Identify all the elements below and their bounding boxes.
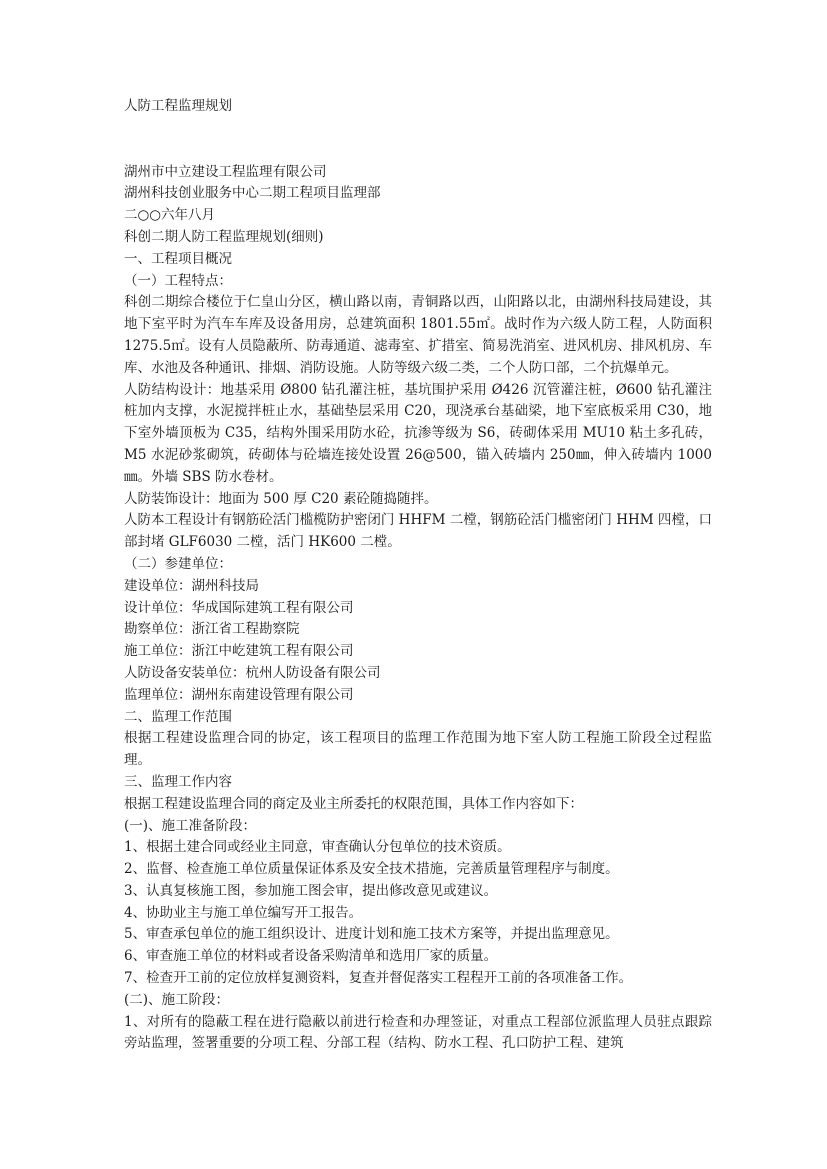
paragraph: 根据工程建设监理合同的协定，该工程项目的监理工作范围为地下室人防工程施工阶段全过程监理。 <box>124 730 712 769</box>
unit-line: 人防设备安装单位：杭州人防设备有限公司 <box>124 664 381 681</box>
unit-line: 施工单位：浙江中屹建筑工程有限公司 <box>124 643 354 660</box>
subsection-heading: （二）参建单位： <box>124 555 232 572</box>
document-page <box>124 96 712 1055</box>
section-heading: 一、工程项目概况 <box>124 250 232 267</box>
paragraph: 人防装饰设计：地面为 500 厚 C20 素砼随捣随拌。 <box>124 490 438 507</box>
list-item: 4、协助业主与施工单位编写开工报告。 <box>124 904 363 921</box>
paragraph: 1、对所有的隐蔽工程在进行隐蔽以前进行检查和办理签证，对重点工程部位派监理人员驻点跟踪旁站监理，签署重要的分项工程、分部工程（结构、防水工程、孔口防护工程、建筑 <box>124 1013 712 1052</box>
document-date: 二○○六年八月 <box>124 207 216 224</box>
company-name: 湖州市中立建设工程监理有限公司 <box>124 163 327 180</box>
unit-line: 设计单位：华成国际建筑工程有限公司 <box>124 599 354 616</box>
subsection-heading: （一）工程特点： <box>124 272 232 289</box>
paragraph: 人防本工程设计有钢筋砼活门槛榄防护密闭门 HHFM 二樘，钢筋砼活门槛密闭门 HHM 四樘，口部封堵 GLF6030 二樘，活门 HK600 二樘。 <box>124 512 712 551</box>
document-title: 人防工程监理规划 <box>124 98 232 114</box>
list-item: 1、根据土建合同或经业主同意，审查确认分包单位的技术资质。 <box>124 839 511 856</box>
spacer <box>124 140 712 162</box>
section-heading: 二、监理工作范围 <box>124 708 232 725</box>
paragraph: 根据工程建设监理合同的商定及业主所委托的权限范围，具体工作内容如下： <box>124 795 583 812</box>
paragraph: 科创二期综合楼位于仁皇山分区，横山路以南，青铜路以西，山阳路以北，由湖州科技局建设，其地下室平时为汽车车库及设备用房，总建筑面积 1801.55㎡。战时作为六级人防工程，人防面积 1275.5㎡。设有人员隐蔽所、防毒通道、滤毒室、扩措室、简易洗消室、进风机房、排风机房、车库、水池及各种通讯、排烟、消防设施。人防等级六级二类，二个人防口部，二个抗爆单元。 <box>124 294 712 376</box>
list-item: 3、认真复核施工图，参加施工图会审，提出修改意见或建议。 <box>124 882 498 899</box>
section-heading: 三、监理工作内容 <box>124 773 232 790</box>
paragraph: 人防结构设计：地基采用 Ø800 钻孔灌注桩，基坑围护采用 Ø426 沉管灌注桩，Ø600 钻孔灌注桩加内支撑，水泥搅拌桩止水，基础垫层采用 C20，现浇承台基础梁，地下室底板采用 C30，地下室外墙顶板为 C35，结构外围采用防水砼，抗渗等级为 S6，砖砌体采用 MU10 粘土多孔砖，M5 水泥砂浆砌筑，砖砌体与砼墙连接处设置 26@500，锚入砖墙内 250㎜，伸入砖墙内 1000㎜。外墙 SBS 防水卷材。 <box>124 381 712 485</box>
phase-heading: (二)、施工阶段： <box>124 991 230 1008</box>
phase-heading: (一)、施工准备阶段： <box>124 817 257 834</box>
project-department: 湖州科技创业服务中心二期工程项目监理部 <box>124 185 381 202</box>
list-item: 7、检查开工前的定位放样复测资料，复查并督促落实工程程开工前的各项准备工作。 <box>124 970 633 987</box>
unit-line: 建设单位：湖州科技局 <box>124 577 259 594</box>
unit-line: 监理单位：湖州东南建设管理有限公司 <box>124 686 354 703</box>
list-item: 6、审查施工单位的材料或者设备采购清单和选用厂家的质量。 <box>124 948 498 965</box>
list-item: 2、监督、检查施工单位质量保证体系及安全技术措施，完善质量管理程序与制度。 <box>124 861 619 878</box>
list-item: 5、审查承包单位的施工组织设计、进度计划和施工技术方案等，并提出监理意见。 <box>124 926 619 943</box>
unit-line: 勘察单位：浙江省工程勘察院 <box>124 621 300 638</box>
document-subtitle: 科创二期人防工程监理规划(细则) <box>124 228 324 245</box>
